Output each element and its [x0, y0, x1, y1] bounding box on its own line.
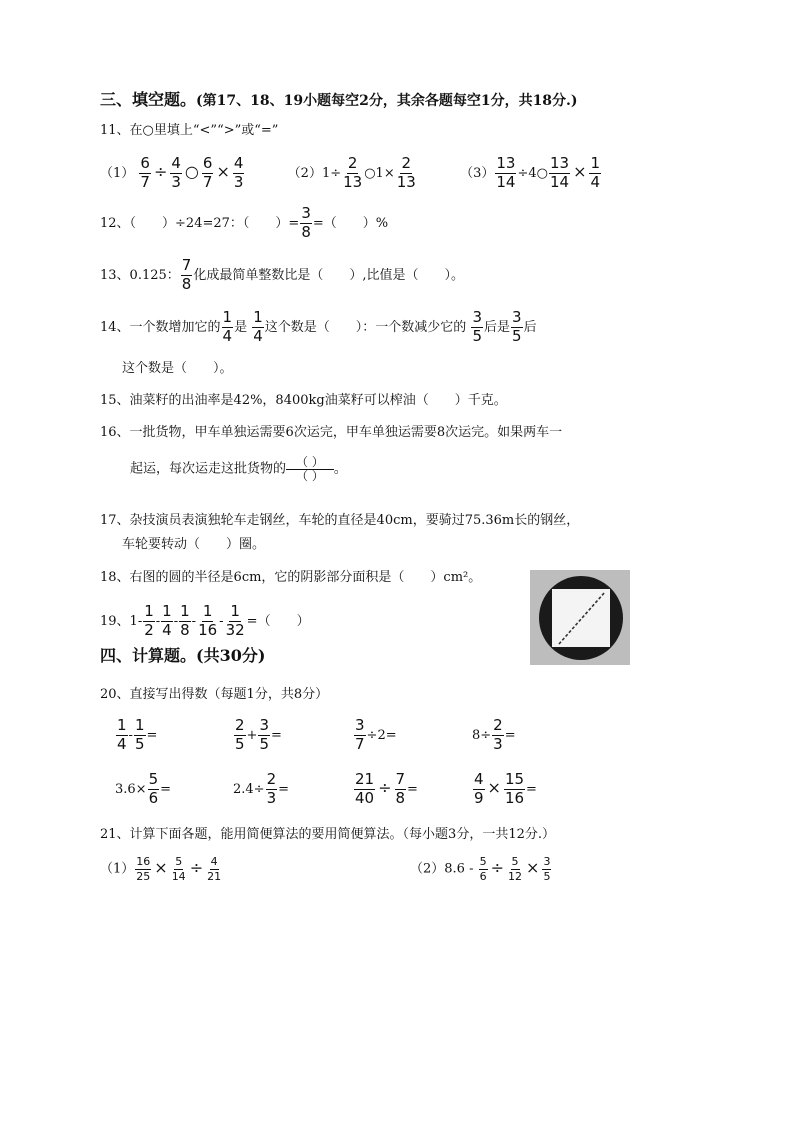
- q20-expr-4: 8÷ $\frac{2}{3}$ =: [472, 716, 516, 753]
- q11-part3-label: （3）: [460, 165, 495, 181]
- q15: 15、油菜籽的出油率是42%，8400kg油菜籽可以榨油（ ）千克。: [100, 393, 507, 408]
- fraction: $\frac{3}{8}$: [301, 204, 311, 241]
- q20-expr-2: $\frac{2}{5}$ + $\frac{3}{5}$ =: [235, 716, 282, 753]
- fraction: $\frac{6}{7}$: [202, 154, 213, 191]
- fraction: $\frac{4}{3}$: [171, 154, 181, 191]
- q20-expr-5: 3.6× $\frac{5}{6}$ =: [115, 770, 172, 807]
- q20-expr-8: $\frac{4}{9}$ × $\frac{15}{16}$ =: [474, 770, 537, 807]
- fraction: $\frac{1}{4}$: [590, 154, 601, 191]
- q20-expr-3: $\frac{3}{7}$ ÷2=: [355, 716, 397, 753]
- q11-label: 11、在○里填上“<”“>”或“=”: [100, 123, 279, 138]
- compare-circle[interactable]: ÷4○: [517, 165, 548, 181]
- q11-part2-label: （2）1÷: [287, 165, 342, 181]
- q11-expressions: （1） $\frac{6}{7}$ ÷ $\frac{4}{3}$ ○ $\frac{6}{7}$ × $\frac{4}{3}$ （2）1÷ $\frac{2}{13}$ ○1× $\frac{2}{13}$ （3） $\frac{13}{14}$ ÷4○ $\frac{13}{14}$ × $\frac{1}{4}$: [100, 154, 601, 191]
- q21-label: 21、计算下面各题，能用简便算法的要用简便算法。（每小题3分，一共12分.）: [100, 827, 555, 842]
- q20-expr-1: $\frac{1}{4}$ - $\frac{1}{5}$ =: [117, 716, 158, 753]
- q20-expr-6: 2.4÷ $\frac{2}{3}$ =: [233, 770, 290, 807]
- fraction: $\frac{1}{16}$: [198, 602, 218, 639]
- fraction: $\frac{6}{7}$: [140, 154, 150, 191]
- q12: 12、（ ）÷24=27：（ ）= $\frac{3}{8}$ =（ ）%: [100, 204, 389, 241]
- q19: 19、1- $\frac{1}{2}$ - $\frac{1}{4}$ - $\frac{1}{8}$ - $\frac{1}{16}$ - $\frac{1}{32}$ =（ ）: [100, 602, 310, 639]
- fraction: $\frac{1}{32}$: [225, 602, 245, 639]
- fraction: $\frac{3}{5}$: [512, 308, 522, 345]
- compare-circle[interactable]: ○1×: [364, 165, 395, 181]
- circle-square-figure: [530, 570, 630, 665]
- q16-line2: 起运，每次运走这批货物的 （ ） （ ） 。: [130, 455, 347, 483]
- q21-part2: （2）8.6 - $\frac{5}{6}$ ÷ $\frac{5}{12}$ × $\frac{3}{5}$: [410, 855, 551, 883]
- q13: 13、0.125： $\frac{7}{8}$ 化成最简单整数比是（ ）,比值是（ ）。: [100, 256, 464, 293]
- section-3-heading-line: [100, 92, 578, 108]
- section-4-heading: 四、计算题。(共30分): [100, 646, 266, 665]
- q18: 18、右图的圆的半径是6cm，它的阴影部分面积是（ ）cm²。: [100, 570, 482, 585]
- fraction: $\frac{2}{13}$: [343, 154, 363, 191]
- q21-part1: （1） $\frac{16}{25}$ × $\frac{5}{14}$ ÷ $\frac{4}{21}$: [100, 855, 222, 883]
- fraction: $\frac{4}{3}$: [233, 154, 244, 191]
- fraction: $\frac{3}{5}$: [472, 308, 482, 345]
- q16-line1: 16、一批货物，甲车单独运需要6次运完，甲车单独运需要8次运完。如果两车一: [100, 425, 563, 440]
- fraction: $\frac{13}{14}$: [496, 154, 516, 191]
- q20-expr-7: $\frac{21}{40}$ ÷ $\frac{7}{8}$ =: [355, 770, 418, 807]
- fraction: $\frac{1}{4}$: [162, 602, 172, 639]
- q18-figure: [530, 570, 630, 665]
- section-3-note: (第17、18、19小题每空2分，其余各题每空1分，共18分.): [196, 93, 578, 109]
- section-3-heading: 三、填空题。: [100, 90, 197, 109]
- fraction: $\frac{7}{8}$: [181, 256, 192, 293]
- q17-line2: 车轮要转动（ ）圈。: [122, 537, 266, 552]
- compare-circle[interactable]: ○: [184, 161, 199, 181]
- fraction: $\frac{1}{4}$: [222, 308, 233, 345]
- fraction: $\frac{13}{14}$: [549, 154, 570, 191]
- q14-line2: 这个数是（ ）。: [122, 361, 233, 376]
- answer-fraction-blank[interactable]: （ ） （ ）: [286, 456, 334, 482]
- fraction: $\frac{2}{13}$: [396, 154, 416, 191]
- fraction: $\frac{1}{4}$: [253, 308, 263, 345]
- q20-label: 20、直接写出得数（每题1分，共8分）: [100, 687, 329, 702]
- q11-part1-label: （1）: [100, 165, 135, 181]
- fraction: $\frac{1}{8}$: [180, 602, 190, 639]
- q14-line1: 14、一个数增加它的 $\frac{1}{4}$ 是 $\frac{1}{4}$ 这个数是（ ）：一个数减少它的 $\frac{3}{5}$ 后是 $\frac{3}{5}$ 后: [100, 308, 537, 345]
- q17-line1: 17、杂技演员表演独轮车走钢丝，车轮的直径是40cm，要骑过75.36m长的钢丝，: [100, 513, 580, 528]
- fraction: $\frac{1}{2}$: [144, 602, 154, 639]
